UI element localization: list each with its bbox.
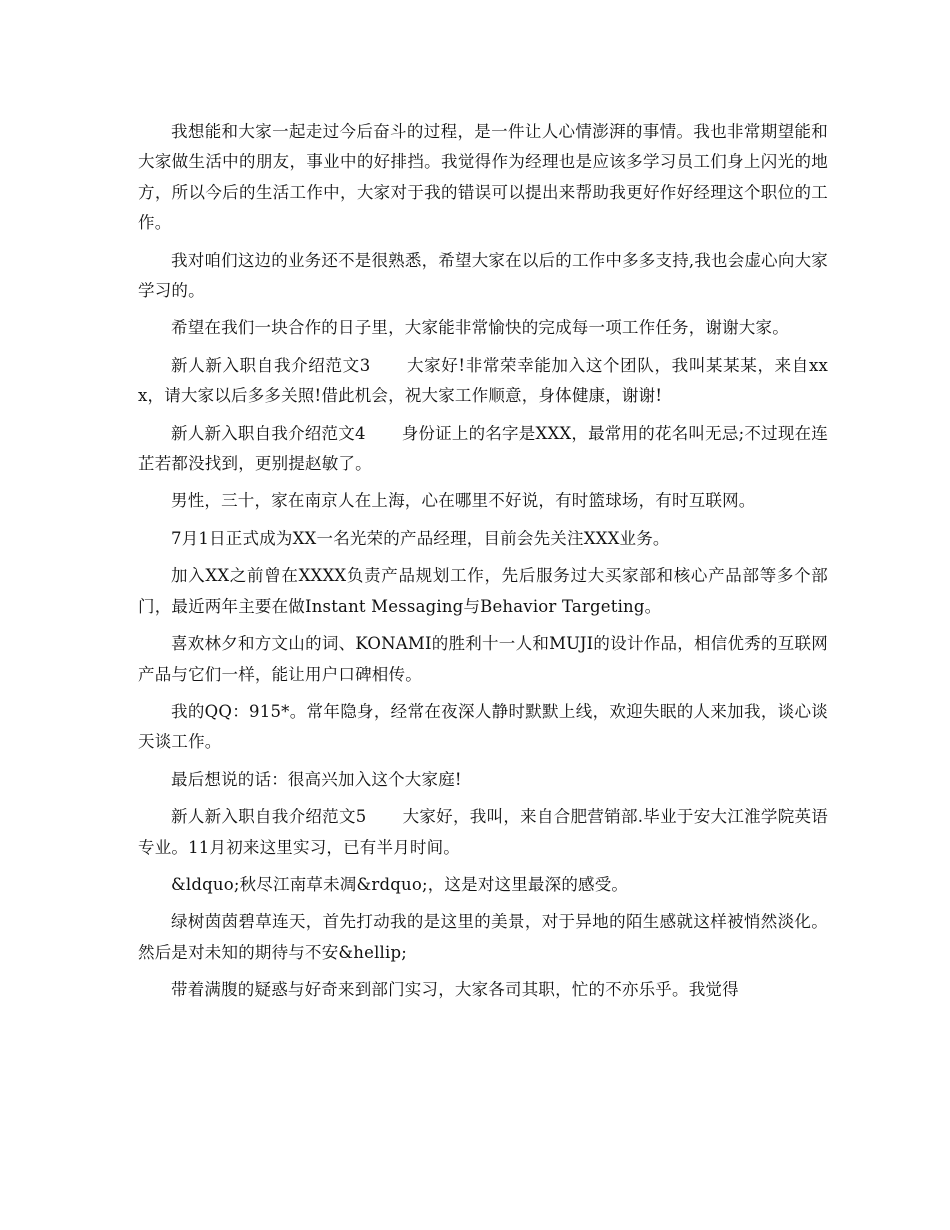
paragraph-6 — [138, 486, 828, 516]
paragraph-text: 7月1日正式成为XX一名光荣的产品经理，目前会先关注XXX业务。 — [171, 528, 670, 548]
section-heading: 新人新入职自我介绍范文4 — [171, 423, 366, 443]
paragraph-4 — [138, 351, 828, 412]
paragraph-3 — [138, 313, 828, 343]
paragraph-text: 喜欢林夕和方文山的词、KONAMI的胜利十一人和MUJI的设计作品，相信优秀的互联网产品与它们一样，能让用户口碑相传。 — [138, 634, 828, 684]
paragraph-text: 我的QQ：915*。常年隐身，经常在夜深人静时默默上线，欢迎失眠的人来加我，谈心谈天谈工作。 — [138, 701, 828, 752]
section-heading: 新人新入职自我介绍范文5 — [171, 807, 367, 827]
paragraph-12 — [138, 802, 828, 863]
paragraph-text: 男性，三十，家在南京人在上海，心在哪里不好说，有时篮球场，有时互联网。 — [171, 491, 756, 511]
paragraph-text: 最后想说的话：很高兴加入这个大家庭! — [171, 769, 462, 789]
document-page — [138, 117, 828, 1013]
paragraph-13 — [138, 870, 828, 900]
paragraph-1 — [138, 117, 828, 239]
paragraph-15 — [138, 975, 828, 1005]
paragraph-10 — [138, 697, 828, 758]
paragraph-text: 我对咱们这边的业务还不是很熟悉，希望大家在以后的工作中多多支持,我也会虚心向大家学习的。 — [138, 250, 828, 301]
paragraph-text: 大家好，我叫，来自合肥营销部.毕业于安大江淮学院英语专业。11月初来这里实习，已有半月时间。 — [138, 807, 828, 857]
paragraph-text: &ldquo;秋尽江南草未凋&rdquo;，这是对这里最深的感受。 — [171, 874, 629, 894]
paragraph-9 — [138, 629, 828, 690]
paragraph-text: 加入XX之前曾在XXXX负责产品规划工作，先后服务过大买家部和核心产品部等多个部门，最近两年主要在做Instant Messaging与Behavior Targeting。 — [138, 566, 828, 616]
paragraph-text: 大家好!非常荣幸能加入这个团队，我叫某某某，来自xxx，请大家以后多多关照!借此机会，祝大家工作顺意，身体健康，谢谢! — [138, 355, 828, 406]
paragraph-text: 绿树茵茵碧草连天，首先打动我的是这里的美景，对于异地的陌生感就这样被悄然淡化。然后是对未知的期待与不安&hellip; — [138, 912, 828, 962]
paragraph-14 — [138, 907, 828, 968]
paragraph-text: 带着满腹的疑惑与好奇来到部门实习，大家各司其职，忙的不亦乐乎。我觉得 — [171, 980, 739, 1000]
paragraph-7 — [138, 524, 828, 554]
paragraph-text: 我想能和大家一起走过今后奋斗的过程，是一件让人心情澎湃的事情。我也非常期望能和大家做生活中的朋友，事业中的好排挡。我觉得作为经理也是应该多学习员工们身上闪光的地方，所以今后的生活工作中，大家对于我的错误可以提出来帮助我更好作好经理这个职位的工作。 — [138, 122, 828, 233]
paragraph-11 — [138, 765, 828, 795]
paragraph-text: 希望在我们一块合作的日子里，大家能非常愉快的完成每一项工作任务，谢谢大家。 — [171, 318, 789, 338]
paragraph-8 — [138, 561, 828, 622]
paragraph-5 — [138, 419, 828, 480]
section-heading: 新人新入职自我介绍范文3 — [171, 355, 371, 375]
paragraph-text: 身份证上的名字是XXX，最常用的花名叫无忌;不过现在连芷若都没找到，更别提赵敏了。 — [138, 423, 828, 474]
paragraph-2 — [138, 246, 828, 307]
